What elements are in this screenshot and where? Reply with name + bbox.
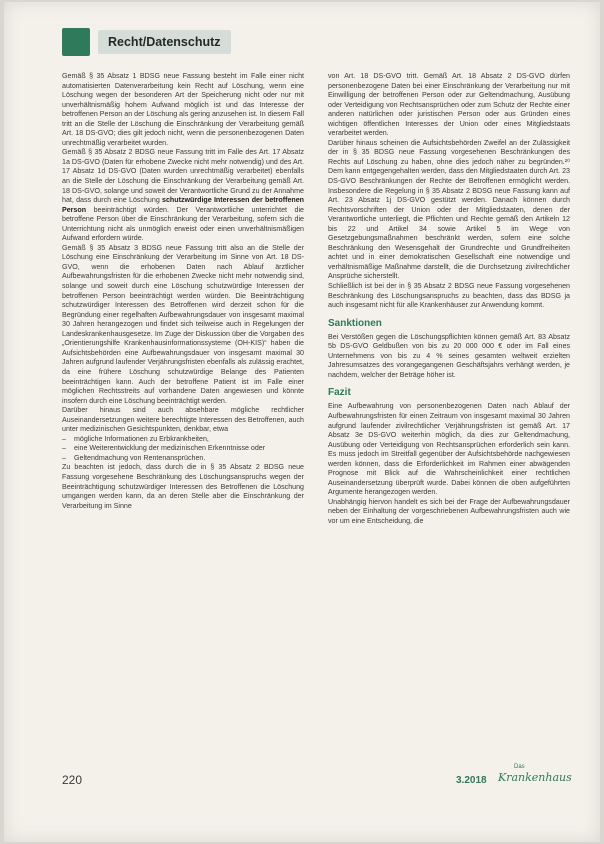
list-item: – eine Weiterentwicklung der medizinischen Erkenntnisse oder	[62, 444, 304, 454]
paragraph: Darüber hinaus scheinen die Aufsichtsbehörden Zweifel an der Zulässigkeit der in § 35 BDSG neue Fassung vorgesehenen Beschränkungen des Rechts auf Löschung zu haben, ohne dies jedoch näher zu begründen.²⁰ Dem kann entgegengehalten werden, dass den Mitgliedstaaten durch Art. 23 DS-GVO Beschränkungen der Rechte der Betroffenen ermöglicht werden. Insbesondere die Regelung in § 35 Absatz 2 BDSG neue Fassung kann auf Art. 23 Absatz 1j DS-GVO gestützt werden. Danach können durch Rechtsvorschriften der Union oder der Mitgliedstaaten, denen der Verantwortliche unterliegt, die Pflichten und Rechte gemäß den Artikeln 12 bis 22 und Artikel 34 sowie Artikel 5 im Wege von Gesetzgebungsmaßnahmen beschränkt werden, sofern eine solche Beschränkung den Wesensgehalt der Grundrechte und Grundfreiheiten achtet und in einer demokratischen Gesellschaft eine notwendige und verhältnismäßige Maßnahme darstellt, die die Durchsetzung zivilrechtlicher Ansprüche sicherstellt.	[328, 138, 570, 281]
heading-fazit: Fazit	[328, 387, 351, 399]
bullet-list	[62, 435, 304, 464]
list-item: – mögliche Informationen zu Erbkrankheiten,	[62, 435, 304, 445]
paragraph: Darüber hinaus sind auch absehbare mögliche rechtlicher Auseinandersetzungen weitere berechtigte Interessen des Betroffenen, auch unter medizinischen Gesichtspunkten, denkbar, etwa	[62, 406, 304, 434]
right-column	[328, 72, 570, 527]
logo-main-text: Krankenhaus	[498, 771, 572, 784]
section-title: Recht/Datenschutz	[98, 30, 231, 54]
journal-page	[4, 2, 600, 842]
paragraph: Unabhängig hiervon handelt es sich bei der Frage der Aufbewahrungsdauer neben der Einhaltung der vorgeschriebenen Aufbewahrungsfristen auch wie vor um eine Entscheidung, die	[328, 497, 570, 525]
section-color-block	[62, 28, 90, 56]
logo-small-text: Das	[514, 764, 525, 770]
paragraph: Schließlich ist bei der in § 35 Absatz 2 BDSG neue Fassung vorgesehenen Beschränkung des Löschungsanspruchs zu beachten, dass das BDSG ja auch insgesamt nicht für alle Krankenhäuser zur Anwendung kommt.	[328, 282, 570, 310]
left-column	[62, 72, 304, 511]
bold-phrase: schutzwürdige Interessen der betroffenen Person	[62, 196, 304, 214]
page-number: 220	[62, 773, 83, 787]
paragraph: von Art. 18 DS-GVO tritt. Gemäß Art. 18 Absatz 2 DS-GVO dürfen personenbezogene Daten bei einer Einschränkung der Verarbeitung nur mit Einwilligung der betroffenen Person oder zur Geltendmachung, Ausübung oder Verteidigung von Rechtsansprüchen oder zum Schutz der Rechte einer anderen natürlichen oder juristischen Person oder aus Gründen eines wichtigen öffentlichen Interesses der Union oder eines Mitgliedstaats verarbeitet werden.	[328, 72, 570, 138]
issue-number: 3.2018	[456, 775, 487, 786]
list-item: – Geltendmachung von Rentenansprüchen.	[62, 454, 304, 464]
paragraph: Bei Verstößen gegen die Löschungspflichten können gemäß Art. 83 Absatz 5b DS-GVO Geldbußen von bis zu 20 000 000 € oder im Fall eines Unternehmens von bis zu 4 % seines gesamten weltweit erzielten Jahresumsatzes des vorangegangenen Geschäftsjahrs verhängt werden, je nachdem, welcher der Beträge höher ist.	[328, 332, 570, 379]
paragraph: Gemäß § 35 Absatz 3 BDSG neue Fassung tritt also an die Stelle der Löschung eine Einschränkung der Verarbeitung im Sinne von Art. 18 DS-GVO, wenn die erhobenen Daten nach Ablauf ärztlicher Aufbewahrungsfristen für die erhobenen Zwecke nicht mehr notwendig sind, solange und soweit durch eine Löschung schutzwürdige Interessen der betroffenen Person beeinträchtigt werden würden. Die Beeinträchtigung schutzwürdiger Interessen des Betroffenen wird derzeit schon für die Begründung einer regelhaften Aufbewahrungsdauer von insgesamt maximal 30 Jahren herangezogen und findet sich teilweise auch in Regelungen der Landeskrankenhausgesetze. Im Zuge der Diskussion über die Vorgaben des „Orientierungshilfe Krankenhausinformationssysteme (OH-KIS)“ haben die Aufsichtsbehörden eine Aufbewahrungsdauer von insgesamt maximal 30 Jahren aufgrund laufender Verjährungsfristen ebenfalls als zulässig erachtet, da eine frühere Löschung schutzwürdige Belange des Patienten beeinträchtigen kann. Auch der betroffene Patient ist im Falle einer möglichen Rechtsstreits auf vorhandene Daten angewiesen und könnte insofern durch eine Löschung beeinträchtigt werden.	[62, 243, 304, 405]
paragraph: Gemäß § 35 Absatz 1 BDSG neue Fassung besteht im Falle einer nicht automatisierten Datenverarbeitung kein Recht auf Löschung, wenn eine Löschung wegen der besonderen Art der Speicherung nicht oder nur mit unverhältnismäßig hohem Aufwand möglich ist und das Interesse der betroffenen Person an der Löschung als gering anzusehen ist. In diesem Fall tritt an die Stelle der Löschung die Einschränkung der Verarbeitung gemäß Art. 18 DS-GVO; dies gilt jedoch nicht, wenn die personenbezogenen Daten unrechtmäßig verarbeitet wurden.	[62, 72, 304, 147]
paragraph: Gemäß § 35 Absatz 2 BDSG neue Fassung tritt im Falle des Art. 17 Absatz 1a DS-GVO (Daten für erhobene Zwecke nicht mehr notwendig) und des Art. 17 Absatz 1d DS-GVO (Daten wurden unrechtmäßig verarbeitet) ebenfalls an die Stelle der Löschung die Einschränkung der Verarbeitung gemäß Art. 18 DS-GVO, solange und soweit der Verantwortliche Grund zu der Annahme hat, dass durch eine Löschung schutzwürdige Interessen der betroffenen Person beeinträchtigt würden. Der Verantwortliche unterrichtet die betroffene Person über die Einschränkung der Verarbeitung, sofern sich die Unterrichtung nicht als unmöglich erweist oder einen unverhältnismäßigen Aufwand erfordern würde.	[62, 148, 304, 243]
paragraph: Zu beachten ist jedoch, dass durch die in § 35 Absatz 2 BDSG neue Fassung vorgesehene Beschränkung des Löschungsanspruchs wegen der Beeinträchtigung schutzwürdiger Interessen des Betroffenen die Löschung umgangen werden kann, da an deren Stelle aber die Einschränkung der Verarbeitung im Sinne	[62, 463, 304, 510]
paragraph: Eine Aufbewahrung von personenbezogenen Daten nach Ablauf der Aufbewahrungsfristen für einen Zeitraum von insgesamt maximal 30 Jahren aufgrund laufender zivilrechtlicher Verjährungsfristen ist gemäß Art. 17 Absatz 3e DS-GVO weiterhin möglich, da dies zur Geltendmachung, Ausübung oder Verteidigung von Rechtsansprüchen erforderlich sein kann. Es muss jedoch im Streitfall gegenüber der Aufsichtsbehörde nachgewiesen werden können, dass die Erforderlichkeit im Rahmen einer abwägenden Prognose mit Blick auf die Wahrscheinlichkeit einer rechtlichen Auseinandersetzung überprüft wurde. Dabei können die oben aufgeführten Argumente herangezogen werden.	[328, 402, 570, 497]
heading-sanktionen: Sanktionen	[328, 317, 382, 329]
journal-logo	[498, 764, 572, 788]
section-header	[62, 28, 312, 56]
